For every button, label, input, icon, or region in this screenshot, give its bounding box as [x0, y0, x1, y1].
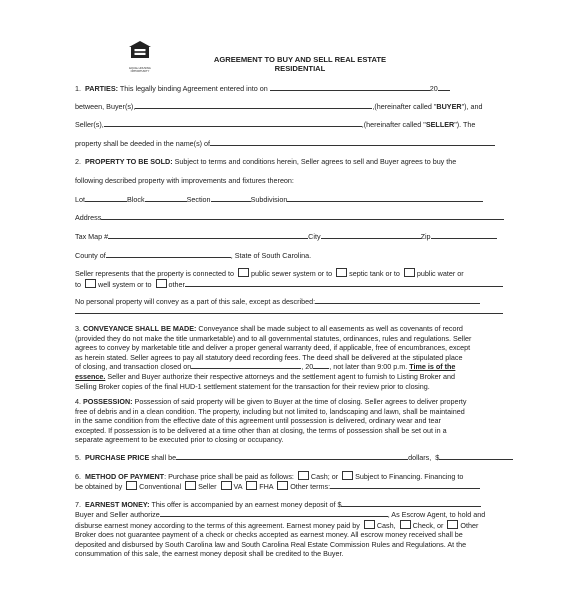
water-label: public water or	[416, 269, 464, 278]
buyer-name-field[interactable]	[135, 102, 372, 109]
s3-text7: Selling Broker copies of the final HUD-1 settlement statement for the transaction for their review prior to closing.	[75, 381, 430, 391]
sewer-label: public sewer system or to	[251, 269, 333, 278]
time-essence-2: essence.	[75, 371, 106, 381]
earnest-line1	[75, 500, 481, 509]
closing-label: of closing, and transaction closed on	[75, 362, 192, 372]
state-label: , State of South Carolina.	[230, 251, 312, 260]
s4-text4: excepted. If possession is to be delivered at a time other than at closing, the terms of possession shall be set out in a	[75, 425, 447, 435]
s7-num: 7.	[75, 500, 81, 509]
s7-heading: EARNEST MONEY:	[85, 500, 150, 509]
closing-year-prefix: , 20	[301, 362, 314, 372]
s3-text3: agrees to convey by marketable title and deliver a proper general warranty deed, if applicable, free of encumbrances, except	[75, 343, 471, 353]
s4-text1: Possession of said property will be given to Buyer at the time of closing. Seller agrees to deliver property	[134, 397, 467, 406]
well-checkbox[interactable]	[85, 279, 96, 288]
s2-text1: Subject to terms and conditions herein, Seller agrees to sell and Buyer agrees to buy the	[174, 157, 457, 166]
equal-housing-icon	[126, 40, 154, 62]
obtained-by-label: be obtained by	[75, 482, 123, 491]
utilities-line1	[75, 268, 464, 278]
lot-line	[75, 195, 483, 204]
address-line	[75, 213, 504, 222]
section-field[interactable]	[211, 195, 251, 202]
escrow-agent-field[interactable]	[160, 510, 388, 517]
seller-label: Seller(s),	[75, 120, 104, 129]
lot-field[interactable]	[85, 195, 127, 202]
cash-checkbox[interactable]	[298, 471, 309, 480]
earnest-other-checkbox[interactable]	[447, 520, 458, 529]
s4-text3: in the same condition from the effective date of this agreement until possession is delivered, ordinary wear and tear	[75, 416, 441, 426]
escrow-agent-label: , As Escrow Agent, to hold and	[387, 510, 486, 519]
s5-num: 5.	[75, 453, 81, 462]
seller-close: "). The	[454, 120, 476, 129]
seller-term: SELLER	[425, 120, 455, 129]
other-utility-label: other	[168, 280, 185, 289]
seller-finance-checkbox[interactable]	[185, 481, 196, 490]
conventional-label: Conventional	[139, 482, 182, 491]
septic-checkbox[interactable]	[336, 268, 347, 277]
buyer-term: BUYER	[436, 102, 462, 111]
septic-label: septic tank or to	[349, 269, 400, 278]
closing-date-field[interactable]	[191, 362, 301, 369]
s3-paragraph	[75, 324, 508, 391]
financing-label: Subject to Financing. Financing to	[355, 472, 464, 481]
taxmap-field[interactable]	[108, 232, 308, 239]
fha-label: FHA	[259, 482, 274, 491]
buyer-close: "), and	[461, 102, 483, 111]
dollar-sign: $	[435, 453, 440, 462]
s3-text6: Seller and Buyer authorize their respective attorneys and the settlement agent to furnish to Listing Broker and	[107, 371, 455, 381]
closing-year-field[interactable]	[313, 362, 329, 369]
county-label: County of	[75, 251, 106, 260]
s4-paragraph	[75, 397, 508, 445]
block-label: Block	[127, 195, 145, 204]
s5-heading: PURCHASE PRICE	[85, 453, 150, 462]
s2-line1	[75, 157, 456, 166]
shall-be-label: shall be	[151, 453, 177, 462]
earnest-cash-label: Cash,	[376, 521, 396, 530]
well-label: well system or to	[98, 280, 152, 289]
s1-year-prefix: 20	[429, 84, 438, 93]
earnest-amount-field[interactable]	[341, 500, 481, 507]
zip-label: Zip	[420, 232, 431, 241]
s2-heading: PROPERTY TO BE SOLD:	[85, 157, 173, 166]
seller-hereinafter: ,(hereinafter called "	[361, 120, 426, 129]
price-words-field[interactable]	[176, 453, 408, 460]
s4-num: 4.	[75, 397, 81, 406]
deed-name-label: property shall be deeded in the name(s) of	[75, 139, 211, 148]
block-field[interactable]	[145, 195, 187, 202]
subdivision-field[interactable]	[287, 195, 483, 202]
water-checkbox[interactable]	[404, 268, 415, 277]
price-amount-field[interactable]	[439, 453, 513, 460]
earnest-check-checkbox[interactable]	[400, 520, 411, 529]
utilities-label: Seller represents that the property is connected to	[75, 269, 235, 278]
doc-title-line1: AGREEMENT TO BUY AND SELL REAL ESTATE	[213, 55, 387, 64]
county-field[interactable]	[106, 251, 231, 258]
s1-text1: This legally binding Agreement entered into on	[119, 84, 268, 93]
va-checkbox[interactable]	[221, 481, 232, 490]
sewer-checkbox[interactable]	[238, 268, 249, 277]
county-line	[75, 251, 311, 260]
taxmap-line	[75, 232, 497, 241]
other-utility-checkbox[interactable]	[156, 279, 167, 288]
s3-text1: Conveyance shall be made subject to all easements as well as covenants of record	[198, 324, 463, 333]
financing-checkbox[interactable]	[342, 471, 353, 480]
fha-checkbox[interactable]	[246, 481, 257, 490]
to-label: to	[75, 280, 81, 289]
payment-line1	[75, 471, 463, 481]
city-label: City	[308, 232, 321, 241]
s7-text6: consummation of this sale, the earnest money deposit shall be credited to the Buyer.	[75, 549, 344, 559]
other-terms-label: Other terms:	[290, 482, 331, 491]
s3-text4: as herein stated. Seller agrees to pay all statutory deed recording fees. The deed shall be delivered at the stipulated place	[75, 352, 463, 362]
personal-property-field-2[interactable]	[75, 313, 503, 314]
s7-paragraph	[75, 530, 508, 559]
personal-property-field[interactable]	[315, 297, 480, 304]
subdivision-label: Subdivision	[250, 195, 288, 204]
other-terms-checkbox[interactable]	[277, 481, 288, 490]
earnest-line3	[75, 520, 478, 530]
s7-text3: disburse earnest money according to the terms of this agreement. Earnest money paid by	[75, 521, 360, 530]
s3-heading: CONVEYANCE SHALL BE MADE:	[83, 324, 197, 333]
s4-text5: separate agreement to be executed prior to closing or occupancy.	[75, 435, 284, 445]
taxmap-label: Tax Map #	[75, 232, 109, 241]
lot-label: Lot	[75, 195, 85, 204]
s2-line2: following described property with improvements and fixtures thereon:	[75, 176, 294, 185]
s1-line1	[75, 84, 450, 93]
va-label: VA	[233, 482, 243, 491]
s3-text2: (provided they do not make the title unmarketable) and to all governmental statutes, ordinances, rules and regulations. Seller	[75, 333, 472, 343]
s2-num: 2.	[75, 157, 81, 166]
address-field[interactable]	[101, 213, 504, 220]
buyer-label: between, Buyer(s),	[75, 102, 136, 111]
s4-text2: free of debris and in a clean condition. The property, including but not limited to, landscaping and lawn, shall be maintained	[75, 406, 465, 416]
authorize-label: Buyer and Seller authorize	[75, 510, 160, 519]
personal-property-label: No personal property will convey as a part of this sale, except as described:	[75, 297, 316, 306]
s1-heading: PARTIES:	[85, 84, 119, 93]
earnest-check-label: Check, or	[412, 521, 444, 530]
buyer-hereinafter: ,(hereinafter called "	[372, 102, 437, 111]
city-field[interactable]	[321, 232, 421, 239]
s7-text1: This offer is accompanied by an earnest money deposit of $	[151, 500, 342, 509]
personal-property-line	[75, 297, 480, 306]
s6-heading: METHOD OF PAYMENT	[85, 472, 165, 481]
s7-text5: deposited and disbursed by South Carolina law and South Carolina Real Estate Commission Rules and Regulations. At the	[75, 539, 467, 549]
conventional-checkbox[interactable]	[126, 481, 137, 490]
earnest-other-label: Other	[460, 521, 479, 530]
earnest-line2	[75, 510, 485, 519]
s1-line4	[75, 139, 495, 148]
doc-title-line2: RESIDENTIAL	[274, 64, 326, 73]
payment-line2	[75, 481, 480, 491]
s6-text1: : Purchase price shall be paid as follows:	[164, 472, 294, 481]
agreement-year-field[interactable]	[438, 84, 450, 91]
s6-num: 6.	[75, 472, 81, 481]
address-label: Address	[75, 213, 102, 222]
section-label: Section	[186, 195, 211, 204]
equal-housing-logo	[126, 40, 154, 73]
time-essence-1: Time is of the	[409, 362, 456, 372]
cash-label: Cash; or	[310, 472, 339, 481]
zip-field[interactable]	[431, 232, 497, 239]
s3-num: 3.	[75, 324, 81, 333]
s1-line3	[75, 120, 475, 129]
seller-finance-label: Seller	[198, 482, 217, 491]
s4-heading: POSSESSION:	[83, 397, 133, 406]
logo-caption: EQUAL HOUSING OPPORTUNITY	[129, 67, 151, 73]
s1-num: 1.	[75, 84, 81, 93]
earnest-cash-checkbox[interactable]	[364, 520, 375, 529]
s7-text4: Broker does not guarantee payment of a check or checks accepted as earnest money. All escrow money received shall be	[75, 530, 463, 539]
purchase-price-line	[75, 453, 513, 462]
other-utility-field[interactable]	[185, 280, 503, 287]
other-terms-field[interactable]	[330, 482, 480, 489]
deed-name-field[interactable]	[210, 139, 495, 146]
s1-line2	[75, 102, 483, 111]
agreement-date-field[interactable]	[270, 84, 430, 91]
utilities-line2	[75, 279, 503, 289]
closing-time: , not later than 9:00 p.m.	[329, 362, 408, 372]
seller-name-field[interactable]	[104, 120, 362, 127]
dollars-label: dollars,	[408, 453, 432, 462]
